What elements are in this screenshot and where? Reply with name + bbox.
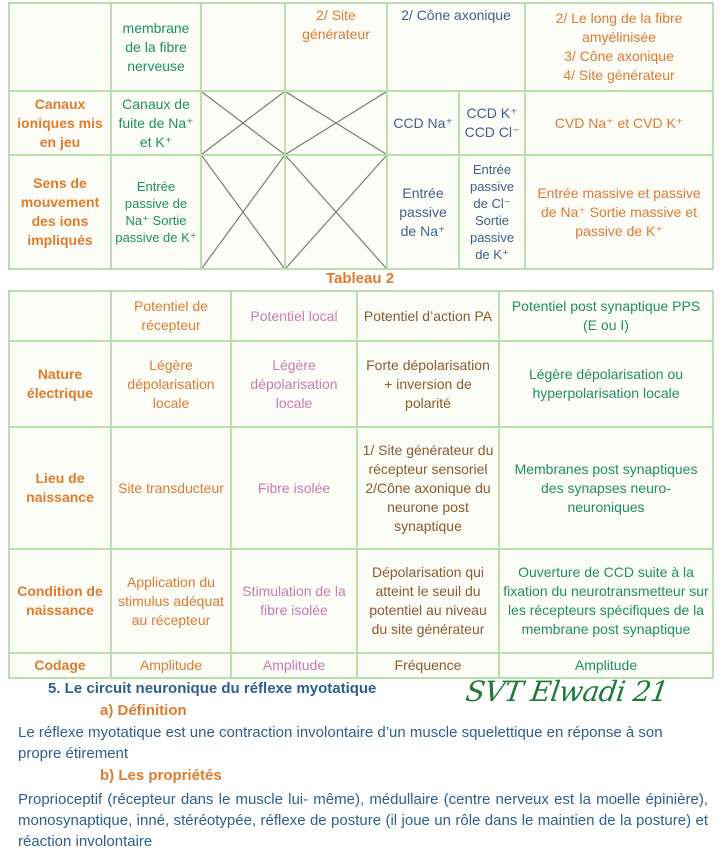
cross-mark — [202, 156, 284, 268]
cell-text: 4/ Site générateur — [563, 67, 675, 83]
table-cell — [111, 91, 201, 155]
table-cell — [499, 549, 713, 653]
table-row — [9, 341, 713, 427]
column-header — [357, 291, 499, 341]
watermark: SVT Elwadi 21 — [463, 675, 671, 708]
table-cell — [111, 341, 231, 427]
table-2 — [8, 290, 714, 679]
table-cell — [111, 427, 231, 549]
properties-text: Proprioceptif (récepteur dans le muscle lui- même), médullaire (centre nerveux est la moelle épinière), monosynaptique, inné, stéréotypée, réflexe de posture (il joue un rôle dans le maintien de la posture) et réaction involontaire — [18, 791, 708, 850]
cell-text: Entrée passive de Na⁺ Sortie passive de K⁺ — [115, 179, 197, 245]
cell-text: Canaux ioniques mis en jeu — [17, 95, 103, 150]
table-cell — [387, 3, 525, 91]
table-cell — [111, 3, 201, 91]
subsection-title-properties: b) Les propriétés — [100, 767, 222, 784]
crossed-cell — [285, 155, 387, 269]
table-row — [9, 3, 713, 91]
cell-text: Fréquence — [394, 657, 462, 673]
row-label — [9, 341, 111, 427]
table-cell — [459, 91, 525, 155]
table-row — [9, 549, 713, 653]
cell-text: Amplitude — [262, 657, 326, 673]
table-cell — [525, 3, 713, 91]
table-cell — [231, 427, 357, 549]
table-cell — [111, 653, 231, 678]
table-cell — [111, 155, 201, 269]
cell-text: Légère dépolarisation locale — [250, 356, 338, 411]
cross-mark — [202, 92, 284, 154]
definition-text: Le réflexe myotatique est une contraction involontaire d’un muscle squelettique en réponse à son propre étirement — [18, 724, 663, 762]
table-cell — [9, 3, 111, 91]
table-row — [9, 91, 713, 155]
cross-mark — [286, 92, 386, 154]
table-caption: Tableau 2 — [325, 270, 395, 287]
table-cell — [285, 3, 387, 91]
cell-text: Nature électrique — [26, 366, 94, 401]
cell-text: Potentiel local — [250, 307, 338, 324]
crossed-cell — [201, 155, 285, 269]
table-cell — [525, 91, 713, 155]
cell-text: Potentiel d’action PA — [363, 307, 493, 324]
table-1 — [8, 2, 714, 270]
cell-text: Sens de mouvement des ions impliqués — [20, 175, 100, 248]
cross-mark — [286, 156, 386, 268]
cell-text: membrane de la fibre nerveuse — [122, 19, 190, 74]
cell-text: CVD Na⁺ et CVD K⁺ — [554, 114, 684, 131]
subsection-title-definition: a) Définition — [100, 702, 187, 719]
cell-text: 1/ Site générateur du récepteur sensoriel 2/Cône axonique du neurone post synaptique — [362, 441, 494, 534]
cell-text: Entrée massive et passive de Na⁺ Sortie massive et passive de K⁺ — [537, 184, 701, 239]
cell-text: Lieu de naissance — [26, 470, 94, 505]
table-row — [9, 155, 713, 269]
table-cell — [231, 341, 357, 427]
table-cell — [231, 653, 357, 678]
cell-text: Entrée passive de Na⁺ — [399, 184, 447, 239]
table-cell — [357, 549, 499, 653]
column-header — [231, 291, 357, 341]
cell-text: Potentiel post synaptique PPS (E ou I) — [511, 298, 701, 333]
table-cell — [357, 341, 499, 427]
cell-text: Dépolarisation qui atteint le seuil du potentiel au niveau du site générateur — [369, 564, 487, 637]
table-cell — [201, 3, 285, 91]
table-row — [9, 291, 713, 341]
cell-text: Site transducteur — [118, 479, 224, 496]
cell-text: CCD Na⁺ — [393, 114, 453, 131]
cell-text: CCD K⁺ CCD Cl⁻ — [464, 105, 520, 140]
crossed-cell — [201, 91, 285, 155]
cell-text: 2/ Site générateur — [302, 7, 370, 42]
cell-text: Canaux de fuite de Na⁺ et K⁺ — [118, 95, 194, 150]
cell-text: Forte dépolarisation + inversion de polarité — [366, 356, 490, 411]
table-cell — [459, 155, 525, 269]
cell-text: Fibre isolée — [257, 479, 331, 496]
cell-text: 2/ Cône axonique — [401, 7, 511, 23]
column-header — [111, 291, 231, 341]
row-label — [9, 155, 111, 269]
table-cell — [231, 549, 357, 653]
row-label — [9, 653, 111, 678]
cell-text: Potentiel de récepteur — [134, 298, 208, 333]
table-cell — [357, 427, 499, 549]
cell-text: Amplitude — [574, 657, 638, 673]
cell-text: Entrée passive de Cl⁻ Sortie passive de K⁺ — [469, 162, 515, 262]
cell-text: Condition de naissance — [17, 583, 103, 618]
cell-text: Application du stimulus adéquat au récepteur — [118, 573, 224, 628]
cell-text: Ouverture de CCD suite à la fixation du neurotransmetteur sur les récepteurs spécifiques de la membrane post synaptique — [503, 564, 709, 637]
cell-text: 2/ Le long de la fibre amyélinisée — [555, 10, 683, 45]
cell-text: Membranes post synaptiques des synapses neuro-neuroniques — [514, 460, 698, 515]
table-cell — [387, 155, 459, 269]
table-cell — [499, 427, 713, 549]
cell-text: 3/ Cône axonique — [564, 48, 674, 64]
cell-text: Codage — [34, 657, 86, 673]
table-cell — [9, 291, 111, 341]
table-cell — [387, 91, 459, 155]
row-label — [9, 549, 111, 653]
table-cell — [111, 549, 231, 653]
table-cell — [499, 341, 713, 427]
row-label — [9, 91, 111, 155]
crossed-cell — [285, 91, 387, 155]
column-header — [499, 291, 713, 341]
table-cell — [525, 155, 713, 269]
cell-text: Légère dépolarisation ou hyperpolarisation locale — [528, 366, 684, 401]
cell-text: Amplitude — [139, 657, 203, 673]
table-row — [9, 427, 713, 549]
row-label — [9, 427, 111, 549]
cell-text: Stimulation de la fibre isolée — [242, 583, 346, 618]
section-title: 5. Le circuit neuronique du réflexe myotatique — [48, 680, 377, 697]
cell-text: Légère dépolarisation locale — [127, 356, 215, 411]
